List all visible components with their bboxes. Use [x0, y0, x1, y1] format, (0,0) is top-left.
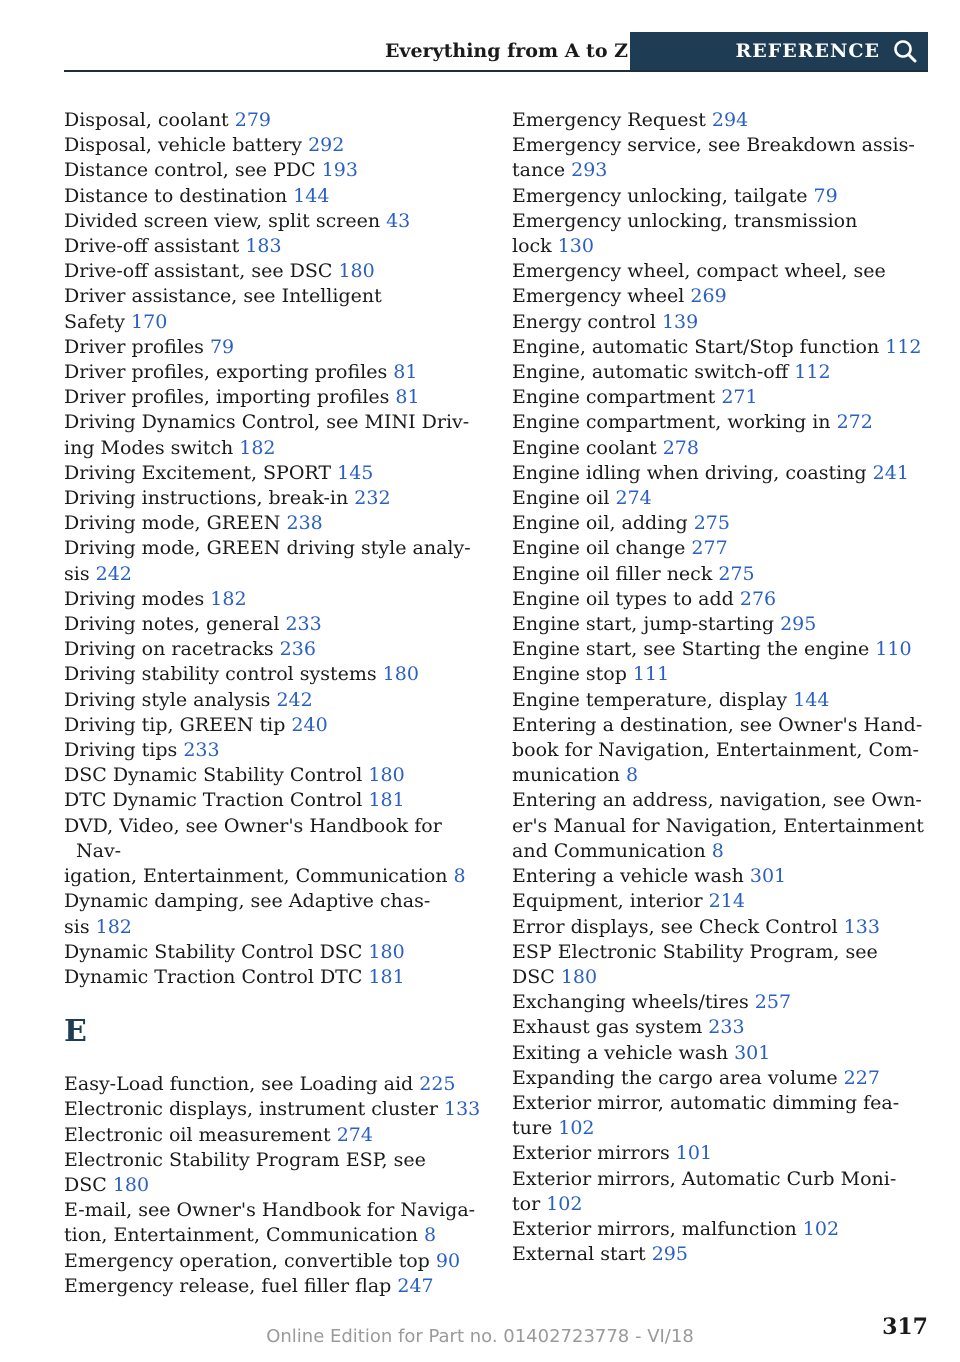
index-entry-text: Emergency service, see Breakdown assis- [512, 134, 915, 157]
index-entry-text: Exiting a vehicle wash 301 [512, 1041, 771, 1064]
index-entry-text: Drive-off assistant, see DSC 180 [64, 260, 375, 283]
page-reference-link[interactable]: 81 [393, 361, 418, 384]
page-reference-link[interactable]: 182 [239, 436, 276, 459]
index-entry [512, 486, 932, 511]
index-entry [512, 788, 932, 864]
page-reference-link[interactable]: 214 [708, 890, 745, 913]
index-entry [512, 587, 932, 612]
page-reference-link[interactable]: 238 [286, 512, 323, 535]
index-entry-text: Engine, automatic switch-off 112 [512, 361, 831, 384]
index-entry-text: ture 102 [512, 1117, 595, 1140]
index-entry [64, 234, 484, 259]
page-reference-link[interactable]: 130 [557, 235, 594, 258]
page-reference-link[interactable]: 79 [813, 184, 838, 207]
index-entry [512, 1217, 932, 1242]
index-entry [64, 763, 484, 788]
index-entry [64, 1148, 484, 1198]
index-entry-text: Emergency unlocking, tailgate 79 [512, 184, 838, 207]
index-entry [512, 259, 932, 309]
page-reference-link[interactable]: 257 [754, 991, 792, 1014]
index-entry-text: Driver assistance, see Intelligent [64, 285, 382, 308]
page-reference-link[interactable]: 180 [368, 764, 405, 787]
index-entry-text: Dynamic Stability Control DSC 180 [64, 940, 405, 963]
page-header [64, 32, 928, 72]
page-reference-link[interactable]: 294 [711, 109, 749, 131]
index-entry-text: Drive-off assistant 183 [64, 235, 282, 258]
index-entry [512, 1041, 932, 1066]
index-entry-text: ing Modes switch 182 [64, 436, 276, 459]
page-reference-link[interactable]: 274 [615, 487, 652, 510]
reference-tab[interactable] [630, 32, 928, 70]
index-entry-text: DSC 180 [512, 965, 598, 988]
index-entry-text: DVD, Video, see Owner's Handbook for Nav- [64, 814, 442, 862]
page-reference-link[interactable]: 236 [279, 638, 316, 661]
index-entry-text: Engine oil 274 [512, 487, 652, 510]
index-entry [64, 637, 484, 662]
index-entry-text: Expanding the cargo area volume 227 [512, 1066, 880, 1089]
page-number: 317 [882, 1314, 928, 1340]
index-list-d [64, 108, 484, 990]
index-entry [512, 410, 932, 435]
index-entry-text: Emergency wheel, compact wheel, see [512, 260, 886, 283]
index-entry-text: Emergency release, fuel filler flap 247 [64, 1274, 434, 1297]
index-entry-text: sis 182 [64, 915, 132, 938]
index-entry-text: Engine oil change 277 [512, 537, 728, 560]
page-reference-link[interactable]: 242 [95, 562, 132, 585]
index-entry-text: Engine start, see Starting the engine 110 [512, 638, 912, 661]
index-entry-text: Distance to destination 144 [64, 184, 330, 207]
index-entry [512, 864, 932, 889]
page-reference-link[interactable]: 240 [291, 713, 328, 736]
footer-edition: Online Edition for Part no. 01402723778 - VI/18 [266, 1326, 694, 1347]
page-reference-link[interactable]: 133 [843, 915, 880, 938]
index-entry [64, 1123, 484, 1148]
index-entry-text: igation, Entertainment, Communication 8 [64, 865, 466, 888]
page-reference-link[interactable]: 8 [625, 764, 639, 787]
page-reference-link[interactable]: 269 [690, 285, 727, 308]
page-reference-link[interactable]: 292 [308, 134, 345, 157]
index-entry-text: Exhaust gas system 233 [512, 1016, 745, 1039]
index-entry-text: Disposal, coolant 279 [64, 109, 271, 131]
index-entry-text: lock 130 [512, 235, 594, 258]
index-entry [64, 612, 484, 637]
page-reference-link[interactable]: 110 [875, 638, 912, 661]
index-entry [512, 889, 932, 914]
index-entry [64, 940, 484, 965]
index-entry-text: Engine oil types to add 276 [512, 587, 777, 610]
index-entry-text: Electronic Stability Program ESP, see [64, 1148, 426, 1171]
page-reference-link[interactable]: 102 [802, 1217, 840, 1240]
index-entry-text: Driving modes 182 [64, 587, 247, 610]
index-entry [64, 662, 484, 687]
page-reference-link[interactable]: 275 [693, 512, 730, 535]
index-entry-text: book for Navigation, Entertainment, Com- [512, 739, 919, 762]
index-entry-text: Divided screen view, split screen 43 [64, 209, 411, 232]
index-entry-text: Safety 170 [64, 310, 168, 333]
index-entry [64, 814, 484, 890]
page-reference-link[interactable]: 133 [444, 1098, 481, 1121]
page-reference-link[interactable]: 275 [718, 562, 755, 585]
index-entry [64, 133, 484, 158]
index-entry [64, 511, 484, 536]
page-reference-link[interactable]: 43 [386, 209, 411, 232]
index-entry [64, 360, 484, 385]
index-entry-text: Entering a vehicle wash 301 [512, 865, 787, 888]
index-entry [64, 713, 484, 738]
index-column-right [512, 108, 932, 1267]
index-entry-text: DTC Dynamic Traction Control 181 [64, 789, 405, 812]
index-entry-text: er's Manual for Navigation, Entertainment [512, 814, 924, 837]
page-reference-link[interactable]: 144 [793, 688, 830, 711]
index-entry-text: Engine start, jump-starting 295 [512, 613, 817, 636]
index-entry-text: Driver profiles, exporting profiles 81 [64, 361, 418, 384]
index-entry [512, 360, 932, 385]
page-reference-link[interactable]: 8 [711, 839, 724, 862]
index-entry [64, 788, 484, 813]
page-reference-link[interactable]: 180 [560, 965, 598, 988]
page-reference-link[interactable]: 233 [708, 1016, 745, 1039]
index-entry [512, 536, 932, 561]
index-entry-text: Engine, automatic Start/Stop function 112 [512, 335, 922, 358]
index-entry-text: DSC 180 [64, 1173, 150, 1196]
index-entry-text: Engine oil filler neck 275 [512, 562, 755, 585]
page-reference-link[interactable]: 180 [338, 260, 375, 283]
index-entry [512, 688, 932, 713]
index-entry [512, 612, 932, 637]
index-entry-text: Disposal, vehicle battery 292 [64, 134, 345, 157]
index-entry [64, 1274, 484, 1299]
page-reference-link[interactable]: 8 [423, 1224, 437, 1247]
page-reference-link[interactable]: 112 [794, 361, 831, 384]
index-entry-text: tion, Entertainment, Communication 8 [64, 1224, 437, 1247]
index-entry [64, 965, 484, 990]
index-entry-text: Driving stability control systems 180 [64, 663, 419, 686]
index-entry [512, 108, 932, 133]
index-entry-text: Emergency wheel 269 [512, 285, 727, 308]
page-reference-link[interactable]: 276 [739, 587, 777, 610]
index-entry [512, 1015, 932, 1040]
index-entry [64, 1072, 484, 1097]
page-reference-link[interactable]: 102 [558, 1117, 595, 1140]
page-reference-link[interactable]: 274 [336, 1123, 373, 1146]
index-entry-text: Exterior mirror, automatic dimming fea- [512, 1091, 900, 1114]
page-reference-link[interactable]: 277 [691, 537, 728, 560]
page-reference-link[interactable]: 90 [435, 1249, 461, 1272]
index-entry [512, 662, 932, 687]
index-entry-text: Driving Excitement, SPORT 145 [64, 461, 374, 484]
index-entry [64, 184, 484, 209]
page-reference-link[interactable]: 227 [843, 1066, 880, 1089]
index-entry [64, 536, 484, 586]
page-reference-link[interactable]: 8 [453, 865, 466, 888]
index-entry-text: E-mail, see Owner's Handbook for Naviga- [64, 1199, 476, 1222]
index-entry [64, 738, 484, 763]
index-entry [512, 335, 932, 360]
index-entry [64, 209, 484, 234]
index-entry [64, 158, 484, 183]
page-reference-link[interactable]: 144 [293, 184, 330, 207]
page-reference-link[interactable]: 233 [183, 739, 220, 762]
index-entry [512, 461, 932, 486]
index-entry [512, 1167, 932, 1217]
index-entry-text: Driving notes, general 233 [64, 613, 322, 636]
index-entry-text: Driving mode, GREEN driving style analy- [64, 537, 471, 560]
index-entry-text: Exchanging wheels/tires 257 [512, 991, 792, 1014]
index-entry [64, 889, 484, 939]
index-entry-text: Driving mode, GREEN 238 [64, 512, 323, 535]
index-entry [64, 410, 484, 460]
reference-tab-label: REFERENCE [735, 40, 880, 62]
page-reference-link[interactable]: 295 [651, 1243, 688, 1266]
page-reference-link[interactable]: 272 [836, 411, 873, 434]
index-entry [64, 284, 484, 334]
index-entry-text: Energy control 139 [512, 310, 699, 333]
index-entry [512, 385, 932, 410]
index-entry-text: External start 295 [512, 1243, 688, 1266]
index-list-e [64, 1072, 484, 1299]
index-entry-text: Engine compartment, working in 272 [512, 411, 873, 434]
index-entry-text: Engine stop 111 [512, 663, 670, 686]
page-reference-link[interactable]: 81 [395, 386, 420, 409]
index-entry-text: Dynamic damping, see Adaptive chas- [64, 890, 431, 913]
index-entry-text: tor 102 [512, 1192, 583, 1215]
index-entry-text: Driver profiles, importing profiles 81 [64, 386, 420, 409]
index-entry [64, 259, 484, 284]
page-reference-link[interactable]: 139 [661, 310, 699, 333]
index-entry-text: Engine compartment 271 [512, 386, 758, 409]
index-entry [512, 1091, 932, 1141]
index-entry [512, 184, 932, 209]
index-entry [512, 915, 932, 940]
index-entry [512, 1141, 932, 1166]
index-entry-text: Exterior mirrors, Automatic Curb Moni- [512, 1167, 897, 1190]
page-reference-link[interactable]: 242 [276, 688, 313, 711]
index-list-e-continued [512, 108, 932, 1267]
index-column-left [64, 108, 484, 1299]
index-entry-text: Exterior mirrors, malfunction 102 [512, 1217, 840, 1240]
index-entry-text: Error displays, see Check Control 133 [512, 915, 880, 938]
page-reference-link[interactable]: 170 [131, 310, 168, 333]
index-entry-text: Driving tip, GREEN tip 240 [64, 713, 328, 736]
index-entry-text: Engine idling when driving, coasting 241 [512, 461, 909, 484]
index-entry-text: Electronic displays, instrument cluster 133 [64, 1098, 481, 1121]
page-reference-link[interactable]: 301 [749, 865, 787, 888]
page-reference-link[interactable]: 182 [95, 915, 132, 938]
index-entry [64, 1198, 484, 1248]
page-reference-link[interactable]: 101 [675, 1142, 713, 1165]
index-entry-text: Engine temperature, display 144 [512, 688, 830, 711]
page-reference-link[interactable]: 145 [337, 461, 374, 484]
index-entry [64, 108, 484, 133]
page-reference-link[interactable]: 102 [546, 1192, 583, 1215]
search-icon[interactable] [892, 38, 918, 64]
index-entry [512, 713, 932, 789]
index-entry-text: Entering a destination, see Owner's Hand- [512, 713, 923, 736]
index-entry-text: Emergency unlocking, transmission [512, 209, 858, 232]
index-entry-text: Driving instructions, break-in 232 [64, 487, 391, 510]
page-reference-link[interactable]: 180 [382, 663, 419, 686]
index-entry-text: Easy-Load function, see Loading aid 225 [64, 1073, 456, 1096]
index-entry-text: Electronic oil measurement 274 [64, 1123, 373, 1146]
index-entry [512, 1066, 932, 1091]
index-entry [64, 1249, 484, 1274]
index-entry [512, 990, 932, 1015]
page-reference-link[interactable]: 271 [721, 386, 758, 409]
index-entry-text: Distance control, see PDC 193 [64, 159, 358, 182]
index-entry-text: ESP Electronic Stability Program, see [512, 940, 878, 963]
index-entry-text: and Communication 8 [512, 839, 724, 862]
index-entry-text: munication 8 [512, 764, 639, 787]
section-title: Everything from A to Z [384, 40, 628, 62]
index-entry-text: sis 242 [64, 562, 132, 585]
page-reference-link[interactable]: 278 [662, 436, 699, 459]
page-reference-link[interactable]: 79 [209, 335, 235, 358]
page-reference-link[interactable]: 232 [354, 487, 391, 510]
index-entry-text: Emergency Request 294 [512, 109, 749, 131]
index-entry [512, 562, 932, 587]
page-reference-link[interactable]: 181 [368, 965, 405, 988]
index-entry [512, 310, 932, 335]
page-reference-link[interactable]: 182 [210, 587, 247, 610]
index-entry [64, 385, 484, 410]
index-entry [512, 209, 932, 259]
index-entry-text: Entering an address, navigation, see Own- [512, 789, 922, 812]
index-entry-text: Driver profiles 79 [64, 335, 235, 358]
index-entry-text: Equipment, interior 214 [512, 890, 745, 913]
page-reference-link[interactable]: 233 [285, 613, 322, 636]
index-entry-text: Driving tips 233 [64, 739, 220, 762]
index-entry [64, 461, 484, 486]
index-entry [64, 335, 484, 360]
index-entry-text: Driving style analysis 242 [64, 688, 313, 711]
page-reference-link[interactable]: 225 [419, 1073, 456, 1096]
index-entry [64, 1097, 484, 1122]
page-reference-link[interactable]: 180 [368, 940, 405, 963]
index-entry-text: Dynamic Traction Control DTC 181 [64, 965, 405, 988]
page-reference-link[interactable]: 111 [632, 663, 670, 686]
index-entry-text: Exterior mirrors 101 [512, 1142, 713, 1165]
index-entry [64, 587, 484, 612]
index-entry-text: tance 293 [512, 159, 608, 182]
page-reference-link[interactable]: 247 [397, 1274, 434, 1297]
page-reference-link[interactable]: 112 [885, 335, 922, 358]
index-entry-text: Engine oil, adding 275 [512, 512, 730, 535]
index-entry [64, 688, 484, 713]
index-entry-text: Driving on racetracks 236 [64, 638, 316, 661]
index-entry-text: Driving Dynamics Control, see MINI Driv- [64, 411, 470, 434]
page-reference-link[interactable]: 241 [872, 461, 909, 484]
page-reference-link[interactable]: 183 [245, 235, 282, 258]
index-entry [512, 511, 932, 536]
index-entry [512, 133, 932, 183]
page-reference-link[interactable]: 279 [234, 109, 271, 131]
letter-heading-e: E [64, 1014, 87, 1050]
index-entry [64, 486, 484, 511]
page-reference-link[interactable]: 301 [734, 1041, 771, 1064]
page-reference-link[interactable]: 295 [780, 613, 817, 636]
index-entry-text: DSC Dynamic Stability Control 180 [64, 764, 405, 787]
index-entry [512, 637, 932, 662]
page-reference-link[interactable]: 193 [321, 159, 358, 182]
page-reference-link[interactable]: 293 [571, 159, 608, 182]
index-entry [512, 436, 932, 461]
index-entry-text: Emergency operation, convertible top 90 [64, 1249, 461, 1272]
index-entry [512, 940, 932, 990]
page-reference-link[interactable]: 181 [368, 789, 405, 812]
page-reference-link[interactable]: 180 [112, 1173, 150, 1196]
index-entry [512, 1242, 932, 1267]
index-entry-text: Engine coolant 278 [512, 436, 699, 459]
